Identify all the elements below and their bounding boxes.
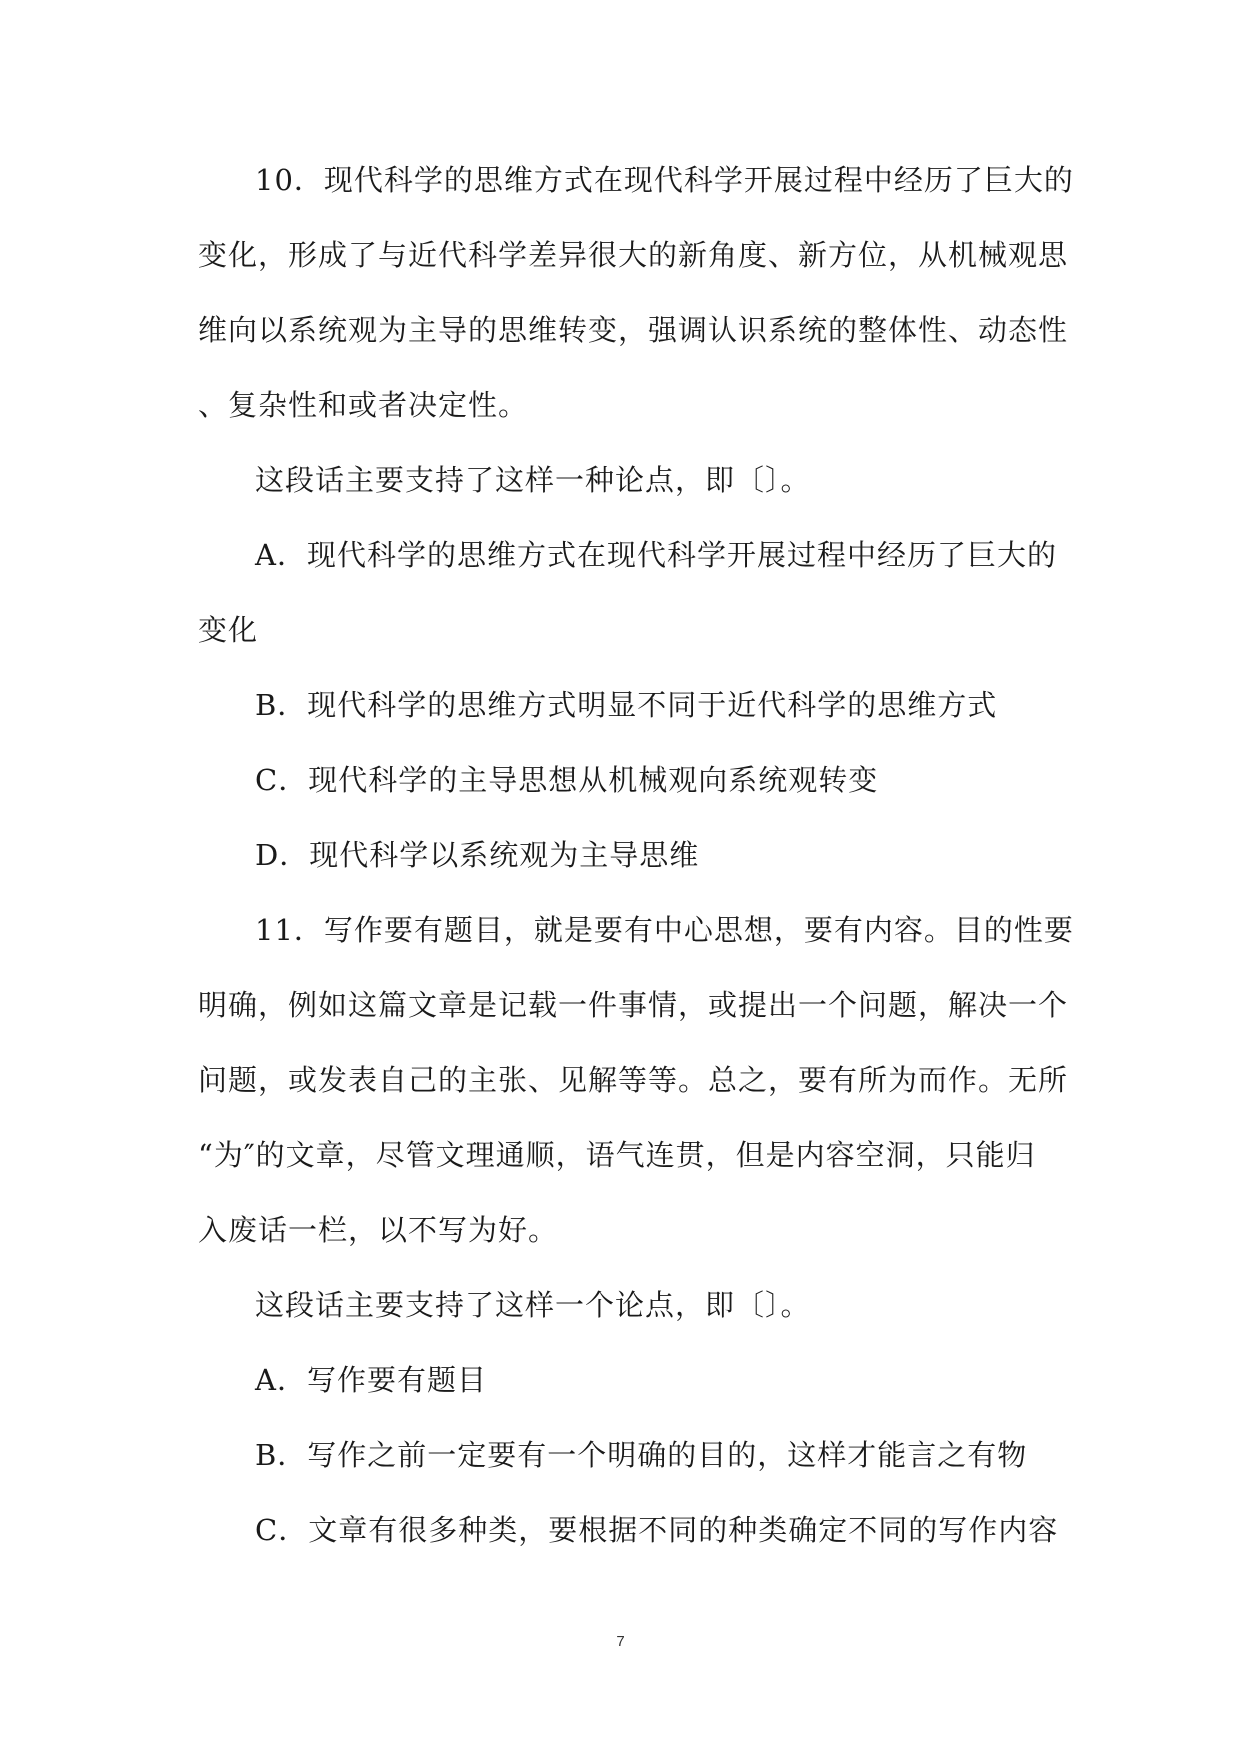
question-10-text-line-1: 10．现代科学的思维方式在现代科学开展过程中经历了巨大的 (255, 163, 1074, 197)
question-10-option-a-continued: 变化 (198, 613, 259, 647)
question-11-prompt: 这段话主要支持了这样一个论点，即〔〕。 (255, 1288, 811, 1322)
question-10-text-line-2: 变化，形成了与近代科学差异很大的新角度、新方位，从机械观思 (198, 238, 1069, 272)
question-10-option-a: A．现代科学的思维方式在现代科学开展过程中经历了巨大的 (255, 538, 1057, 572)
question-11-option-b: B．写作之前一定要有一个明确的目的，这样才能言之有物 (255, 1438, 1028, 1472)
question-11-text-line-4: “为″的文章，尽管文理通顺，语气连贯，但是内容空洞，只能归 (198, 1138, 1036, 1172)
question-11-option-c: C．文章有很多种类，要根据不同的种类确定不同的写作内容 (255, 1513, 1059, 1547)
question-11-text-line-5: 入废话一栏，以不写为好。 (198, 1213, 559, 1247)
question-11-text-line-2: 明确，例如这篇文章是记载一件事情，或提出一个问题，解决一个 (198, 988, 1069, 1022)
question-10-option-c: C．现代科学的主导思想从机械观向系统观转变 (255, 763, 879, 797)
question-10-text-line-4: 、复杂性和或者决定性。 (198, 388, 529, 422)
question-11-text-line-1: 11．写作要有题目，就是要有中心思想，要有内容。目的性要 (255, 913, 1074, 947)
question-11-text-line-3: 问题，或发表自己的主张、见解等等。总之，要有所为而作。无所 (198, 1063, 1069, 1097)
question-11-option-a: A．写作要有题目 (255, 1363, 487, 1397)
question-10-text-line-3: 维向以系统观为主导的思维转变，强调认识系统的整体性、动态性 (198, 313, 1069, 347)
question-10-option-d: D．现代科学以系统观为主导思维 (255, 838, 700, 872)
page-number: 7 (616, 1633, 625, 1650)
question-10-prompt: 这段话主要支持了这样一种论点，即〔〕。 (255, 463, 811, 497)
question-10-option-b: B．现代科学的思维方式明显不同于近代科学的思维方式 (255, 688, 998, 722)
